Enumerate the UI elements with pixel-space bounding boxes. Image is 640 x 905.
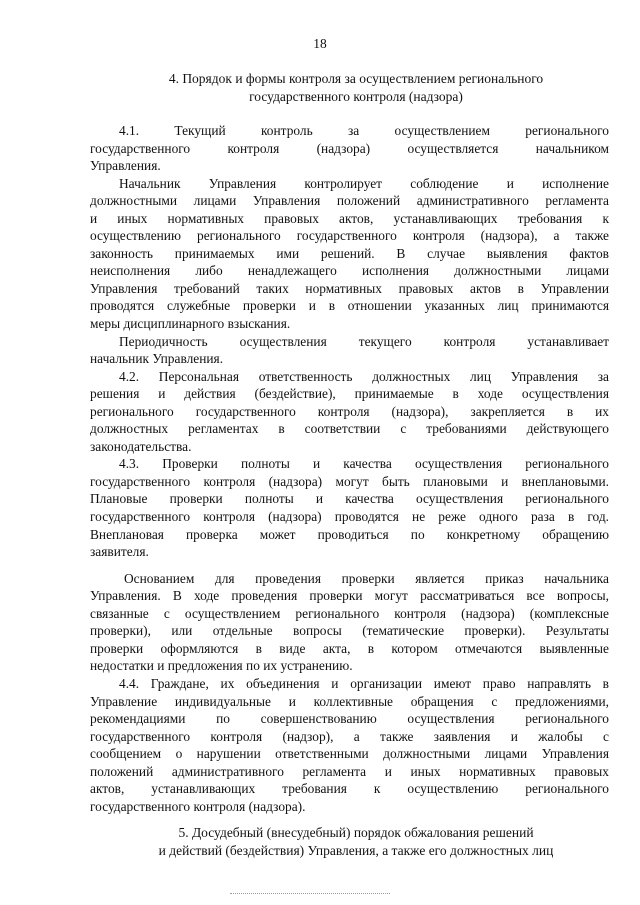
page-number: 18 <box>313 36 327 51</box>
section-5-heading <box>96 824 616 859</box>
text-line: 4.3. Проверки полноты и качества осуществления регионального <box>119 456 609 472</box>
text-line: Управления. <box>90 158 161 174</box>
section-4-body <box>90 122 609 815</box>
text-line: связанные с осуществлением регионального контроля (надзора) (комплексные <box>90 605 609 621</box>
text-line: недостатки и предложения по их устранению. <box>90 658 353 674</box>
text-line: государственного контроля (надзора) осуществляется начальником <box>90 140 609 156</box>
text-line: и иных нормативных правовых актов, устанавливающих требования к <box>90 210 609 226</box>
text-line: осуществлению регионального государственного контроля (надзора), а также <box>90 228 609 244</box>
text-line: Управления требований таких нормативных правовых актов в Управлении <box>90 280 609 296</box>
text-line: 4.1. Текущий контроль за осуществлением регионального <box>119 123 609 138</box>
text-line: 4.4. Граждане, их объединения и организации имеют право направлять в <box>119 675 609 691</box>
section-5-heading-line: и действий (бездействия) Управления, а также его должностных лиц <box>158 842 554 858</box>
text-line: проводятся служебные проверки и в отношении указанных лиц принимаются <box>90 298 609 314</box>
paragraph-supervisor-control <box>90 175 609 333</box>
text-line: Управление индивидуальные и коллективные обращения с предложениями, <box>90 693 609 709</box>
text-line: должностных регламентах в соответствии с требованиями действующего <box>90 421 609 437</box>
text-line: государственного контроля (надзор), а также заявления и жалобы с <box>90 728 609 744</box>
text-line: Начальник Управления контролирует соблюдение и исполнение <box>119 175 609 191</box>
paragraph-4-4 <box>90 675 609 815</box>
paragraph-4-1 <box>90 122 609 175</box>
text-line: неисполнения либо ненадлежащего исполнения должностными лицами <box>90 263 609 279</box>
text-line: законность принимаемых ими решений. В случае выявления фактов <box>90 245 609 261</box>
text-line: 4.2. Персональная ответственность должностных лиц Управления за <box>119 368 609 384</box>
section-4-heading <box>96 70 616 105</box>
text-line: меры дисциплинарного взыскания. <box>90 316 291 332</box>
text-line: актов, устанавливающих требования к осуществлению регионального <box>90 781 609 797</box>
text-line: решения и действия (бездействие), принимаемые в ходе осуществления <box>90 386 609 402</box>
paragraph-inspection-basis <box>90 570 609 675</box>
section-5-heading-line: 5. Досудебный (внесудебный) порядок обжалования решений <box>178 825 534 840</box>
text-line: Основанием для проведения проверки является приказ начальника <box>124 570 609 586</box>
text-line: Внеплановая проверка может проводиться по конкретному обращению <box>90 526 609 542</box>
paragraph-4-2 <box>90 368 609 456</box>
text-line: законодательства. <box>90 438 192 454</box>
section-4-heading-line: 4. Порядок и формы контроля за осуществлением регионального <box>168 71 544 86</box>
page-bottom-divider <box>230 893 390 896</box>
text-line: регионального государственного контроля (надзора), закрепляется в их <box>90 403 609 419</box>
section-4-heading-line: государственного контроля (надзора) <box>249 88 463 104</box>
text-line: рекомендациями по совершенствованию осуществления регионального <box>90 711 609 727</box>
text-line: начальник Управления. <box>90 351 224 367</box>
text-line: должностными лицами Управления положений административного регламента <box>90 193 609 209</box>
text-line: заявителя. <box>90 544 149 560</box>
text-line: сообщением о нарушении ответственными должностными лицами Управления <box>90 746 609 762</box>
text-line: государственного контроля (надзора). <box>90 798 306 814</box>
text-line: проверки), или отдельные вопросы (тематические проверки). Результаты <box>90 623 609 639</box>
text-line: государственного контроля (надзора) могут быть плановыми и внеплановыми. <box>90 473 609 489</box>
text-line: Управления. В ходе проведения проверки могут рассматриваться все вопросы, <box>90 588 609 604</box>
paragraph-periodicity <box>90 333 609 368</box>
text-line: положений административного регламента и иных нормативных правовых <box>90 763 609 779</box>
text-line: Периодичность осуществления текущего контроля устанавливает <box>119 333 609 349</box>
text-line: Плановые проверки полноты и качества осуществления регионального <box>90 491 609 507</box>
text-line: государственного контроля (надзора) проводятся не реже одного раза в год. <box>90 509 609 525</box>
text-line: проверки оформляются в виде акта, в котором отмечаются выявленные <box>90 640 609 656</box>
paragraph-4-3 <box>90 455 609 560</box>
